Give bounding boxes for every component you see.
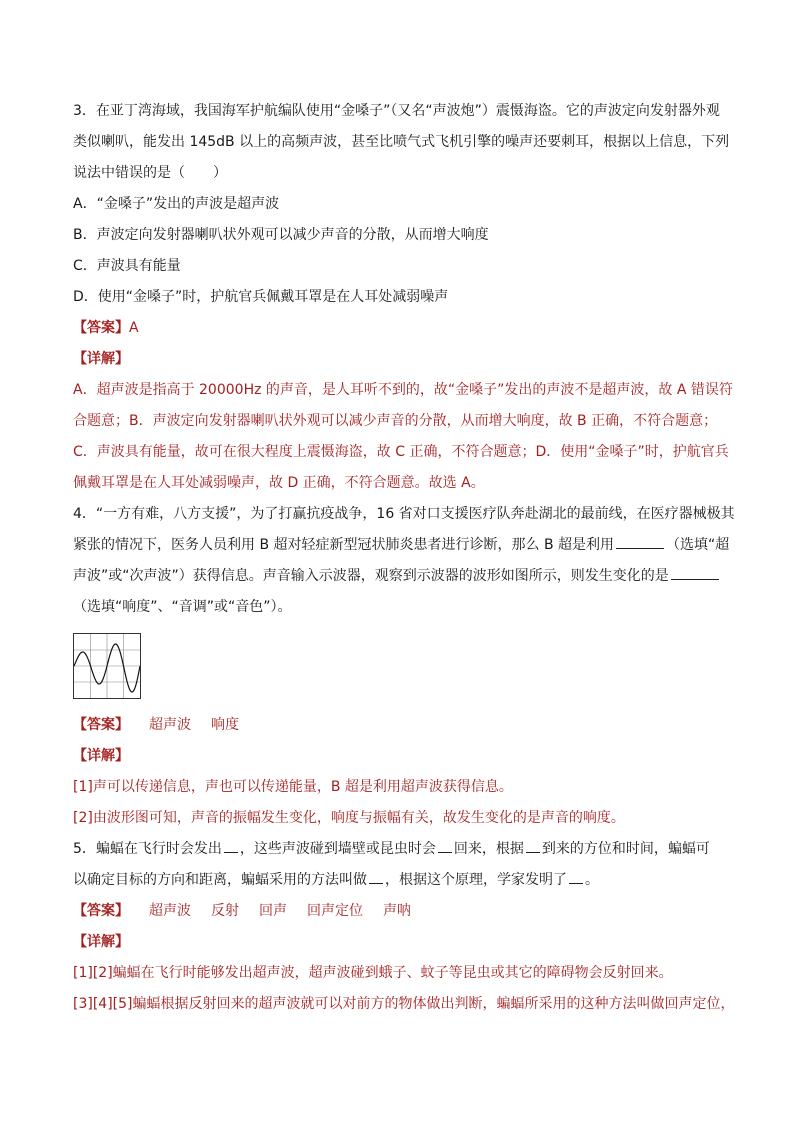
- q3-detail-line-2: 合题意；B．声波定向发射器喇叭状外观可以减少声音的分散，从而增大响度，故 B 正确，不符合题意；: [73, 413, 718, 429]
- q5-text-b: ，这些声波碰到墙壁或昆虫时会: [239, 841, 436, 857]
- q5-blank-1[interactable]: [224, 839, 238, 853]
- q5-text-g: 。: [585, 872, 599, 888]
- q5-answer: [73, 901, 411, 921]
- q5-blank-3[interactable]: [526, 839, 540, 853]
- detail-tag: 【详解】: [73, 934, 129, 950]
- q4-detail-tag: [73, 746, 129, 766]
- detail-tag: 【详解】: [73, 351, 129, 367]
- detail-tag: 【详解】: [73, 748, 129, 764]
- waveform-icon: [74, 634, 140, 698]
- q5-answer-2: 反射: [211, 903, 239, 919]
- q5-blank-4[interactable]: [369, 870, 383, 884]
- q4-answer: [73, 715, 239, 735]
- q5-answer-1: 超声波: [149, 903, 191, 919]
- q3-detail-line-4: 佩戴耳罩是在人耳处减弱噪声，故 D 正确，不符合题意。故选 A。: [73, 475, 485, 491]
- q4-blank-1[interactable]: [616, 535, 664, 549]
- answer-tag: 【答案】: [73, 903, 129, 919]
- q5-answer-5: 声呐: [383, 903, 411, 919]
- q4-answer-1: 超声波: [149, 717, 191, 733]
- q4-stem-line-2-after: （选填“超: [666, 537, 730, 553]
- q3-answer-value: A: [129, 320, 139, 336]
- q5-detail-line-1: [1][2]蝙蝠在飞行时能够发出超声波，超声波碰到蛾子、蚊子等昆虫或其它的障碍物会反射回来。: [73, 965, 673, 981]
- q3-detail-line-3: C．声波具有能量，故可在很大程度上震慑海盗，故 C 正确，不符合题意；D．使用“金嗓子”时，护航官兵: [73, 444, 729, 460]
- q3-detail-tag: [73, 349, 129, 369]
- q4-detail-line-1: [1]声可以传递信息，声也可以传递能量，B 超是利用超声波获得信息。: [73, 779, 513, 795]
- q4-stem-line-2: [73, 535, 729, 555]
- q5-text-d: 到来的方位和时间，蝙蝠可: [541, 841, 710, 857]
- q5-stem-line-2: [73, 870, 599, 890]
- q5-answer-4: 回声定位: [307, 903, 363, 919]
- q5-text-e: 以确定目标的方向和距离，蝙蝠采用的方法叫做: [73, 872, 367, 888]
- q5-detail-tag: [73, 932, 129, 952]
- q3-stem-line-1: 3．在亚丁湾海域，我国海军护航编队使用“金嗓子”（又名“声波炮”）震慑海盗。它的声波定向发射器外观: [73, 103, 720, 119]
- oscilloscope-waveform-figure: [73, 633, 141, 699]
- q3-option-a: A．“金嗓子”发出的声波是超声波: [73, 196, 280, 212]
- q5-text-f: ，根据这个原理，学家发明了: [385, 872, 567, 888]
- q3-detail-line-1: A．超声波是指高于 20000Hz 的声音，是人耳听不到的，故“金嗓子”发出的声波不是超声波，故 A 错误符: [73, 382, 733, 398]
- q3-option-d: D．使用“金嗓子”时，护航官兵佩戴耳罩是在人耳处减弱噪声: [73, 289, 449, 305]
- q4-stem-line-3: [73, 566, 721, 586]
- q3-option-c: C．声波具有能量: [73, 258, 181, 274]
- q5-blank-2[interactable]: [438, 839, 452, 853]
- q5-blank-5[interactable]: [569, 870, 583, 884]
- q5-answer-3: 回声: [259, 903, 287, 919]
- q3-answer: [73, 318, 139, 338]
- q3-option-b: B．声波定向发射器喇叭状外观可以减少声音的分散，从而增大响度: [73, 227, 489, 243]
- answer-tag: 【答案】: [73, 717, 129, 733]
- q3-stem-line-2: 类似喇叭，能发出 145dB 以上的高频声波，甚至比喷气式飞机引擎的噪声还要刺耳，根据以上信息，下列: [73, 134, 730, 150]
- q4-stem-line-4: （选填“响度”、“音调”或“音色”）。: [73, 599, 292, 615]
- q4-detail-line-2: [2]由波形图可知，声音的振幅发生变化，响度与振幅有关，故发生变化的是声音的响度。: [73, 810, 625, 826]
- q4-stem-line-2-text: 紧张的情况下，医务人员利用 B 超对轻症新型冠状肺炎患者进行诊断，那么 B 超是利用: [73, 537, 615, 553]
- q4-answer-2: 响度: [211, 717, 239, 733]
- q5-detail-line-2: [3][4][5]蝙蝠根据反射回来的超声波就可以对前方的物体做出判断，蝙蝠所采用的这种方法叫做回声定位，: [73, 996, 735, 1012]
- q4-stem-line-3-text: 声波”或“次声波”）获得信息。声音输入示波器，观察到示波器的波形如图所示，则发生变化的是: [73, 568, 669, 584]
- q4-stem-line-1: 4．“一方有难，八方支援”，为了打赢抗疫战争，16 省对口支援医疗队奔赴湖北的最前线，在医疗器械极其: [73, 506, 735, 522]
- q3-stem-line-3: 说法中错误的是（ ）: [73, 165, 227, 181]
- q5-stem-line-1: [73, 839, 710, 859]
- q4-blank-2[interactable]: [671, 566, 719, 580]
- answer-tag: 【答案】: [73, 320, 129, 336]
- q5-text-a: 5．蝙蝠在飞行时会发出: [73, 841, 222, 857]
- q5-text-c: 回来，根据: [453, 841, 524, 857]
